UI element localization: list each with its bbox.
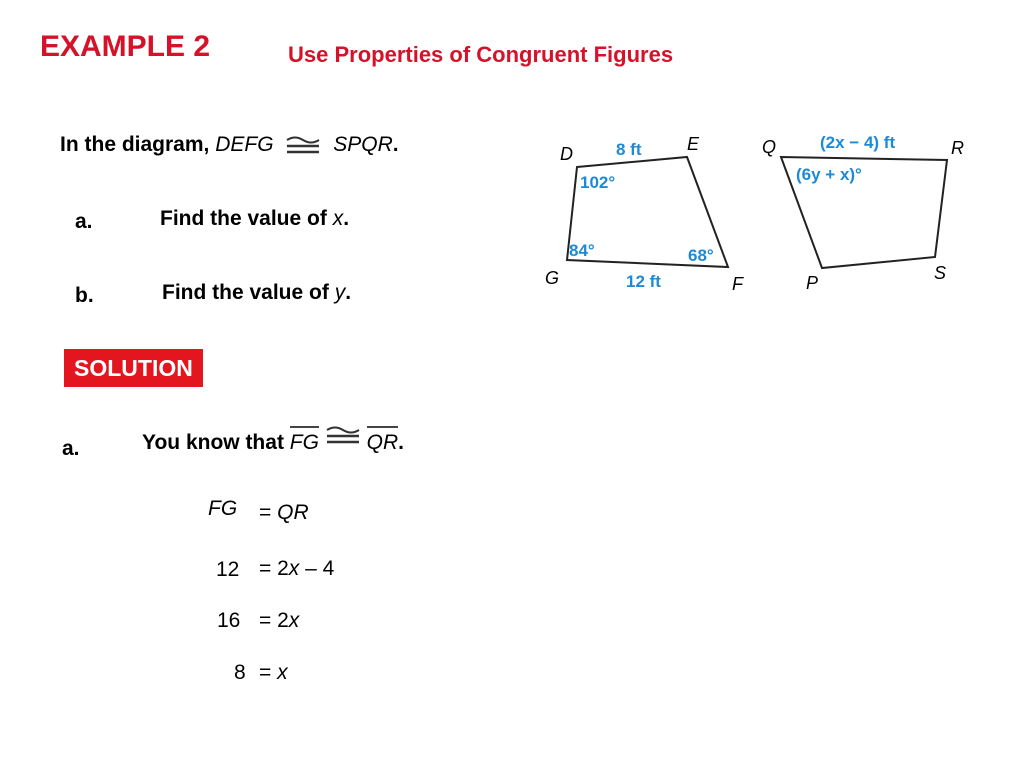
step-4-rhs: = x xyxy=(259,661,288,684)
vertex-g: G xyxy=(545,268,560,288)
vertex-r: R xyxy=(951,138,964,158)
vertex-p: P xyxy=(806,273,819,293)
solution-badge: SOLUTION xyxy=(64,349,203,387)
step-1-lhs: FG xyxy=(208,497,238,520)
vertex-q: Q xyxy=(762,137,777,157)
congruent-symbol-icon xyxy=(325,425,361,445)
part-b-variable: y xyxy=(334,281,346,304)
step-3-lhs: 16 xyxy=(217,609,241,632)
vertex-s: S xyxy=(934,263,947,283)
know-text: You know that xyxy=(142,431,284,454)
step-4-lhs: 8 xyxy=(234,661,246,684)
solution-a-statement xyxy=(142,420,404,454)
vertex-f: F xyxy=(732,274,743,294)
vertex-d: D xyxy=(560,144,573,164)
step-1-rhs: = QR xyxy=(259,501,309,524)
side-de-label: 8 ft xyxy=(616,140,642,159)
part-a-instruction: Find the value of xyxy=(160,207,327,230)
intro-text: In the diagram, xyxy=(60,133,210,156)
figure-defg: DEFG xyxy=(215,133,274,156)
step-2-rhs: = 2x – 4 xyxy=(259,557,335,580)
part-b-instruction: Find the value of xyxy=(162,281,329,304)
part-b-label: b. xyxy=(75,284,94,307)
part-a-text: Find the value of x. xyxy=(160,207,350,230)
figure-spqr: SPQR xyxy=(333,133,393,156)
part-b-text: Find the value of y. xyxy=(162,281,352,304)
intro-period: . xyxy=(392,133,399,156)
example-heading: EXAMPLE 2 xyxy=(40,30,211,63)
angle-f-label: 68° xyxy=(688,246,714,265)
quadrilateral-diagram xyxy=(530,120,990,300)
statement-period: . xyxy=(398,431,404,454)
vertex-e: E xyxy=(687,134,700,154)
part-a-variable: x xyxy=(332,207,344,230)
page-title: Use Properties of Congruent Figures xyxy=(288,42,674,67)
angle-g-label: 84° xyxy=(569,241,595,260)
congruent-symbol-icon xyxy=(285,135,321,155)
angle-q-label: (6y + x)° xyxy=(796,165,862,184)
segment-fg: FG xyxy=(290,426,319,454)
step-2-lhs: 12 xyxy=(216,558,240,581)
side-gf-label: 12 ft xyxy=(626,272,661,291)
part-a-label: a. xyxy=(75,210,93,233)
angle-d-label: 102° xyxy=(580,173,616,192)
side-qr-label: (2x − 4) ft xyxy=(820,133,896,152)
step-3-rhs: = 2x xyxy=(259,609,300,632)
segment-qr: QR xyxy=(367,426,399,454)
problem-intro xyxy=(60,133,399,157)
solution-a-label: a. xyxy=(62,437,80,460)
